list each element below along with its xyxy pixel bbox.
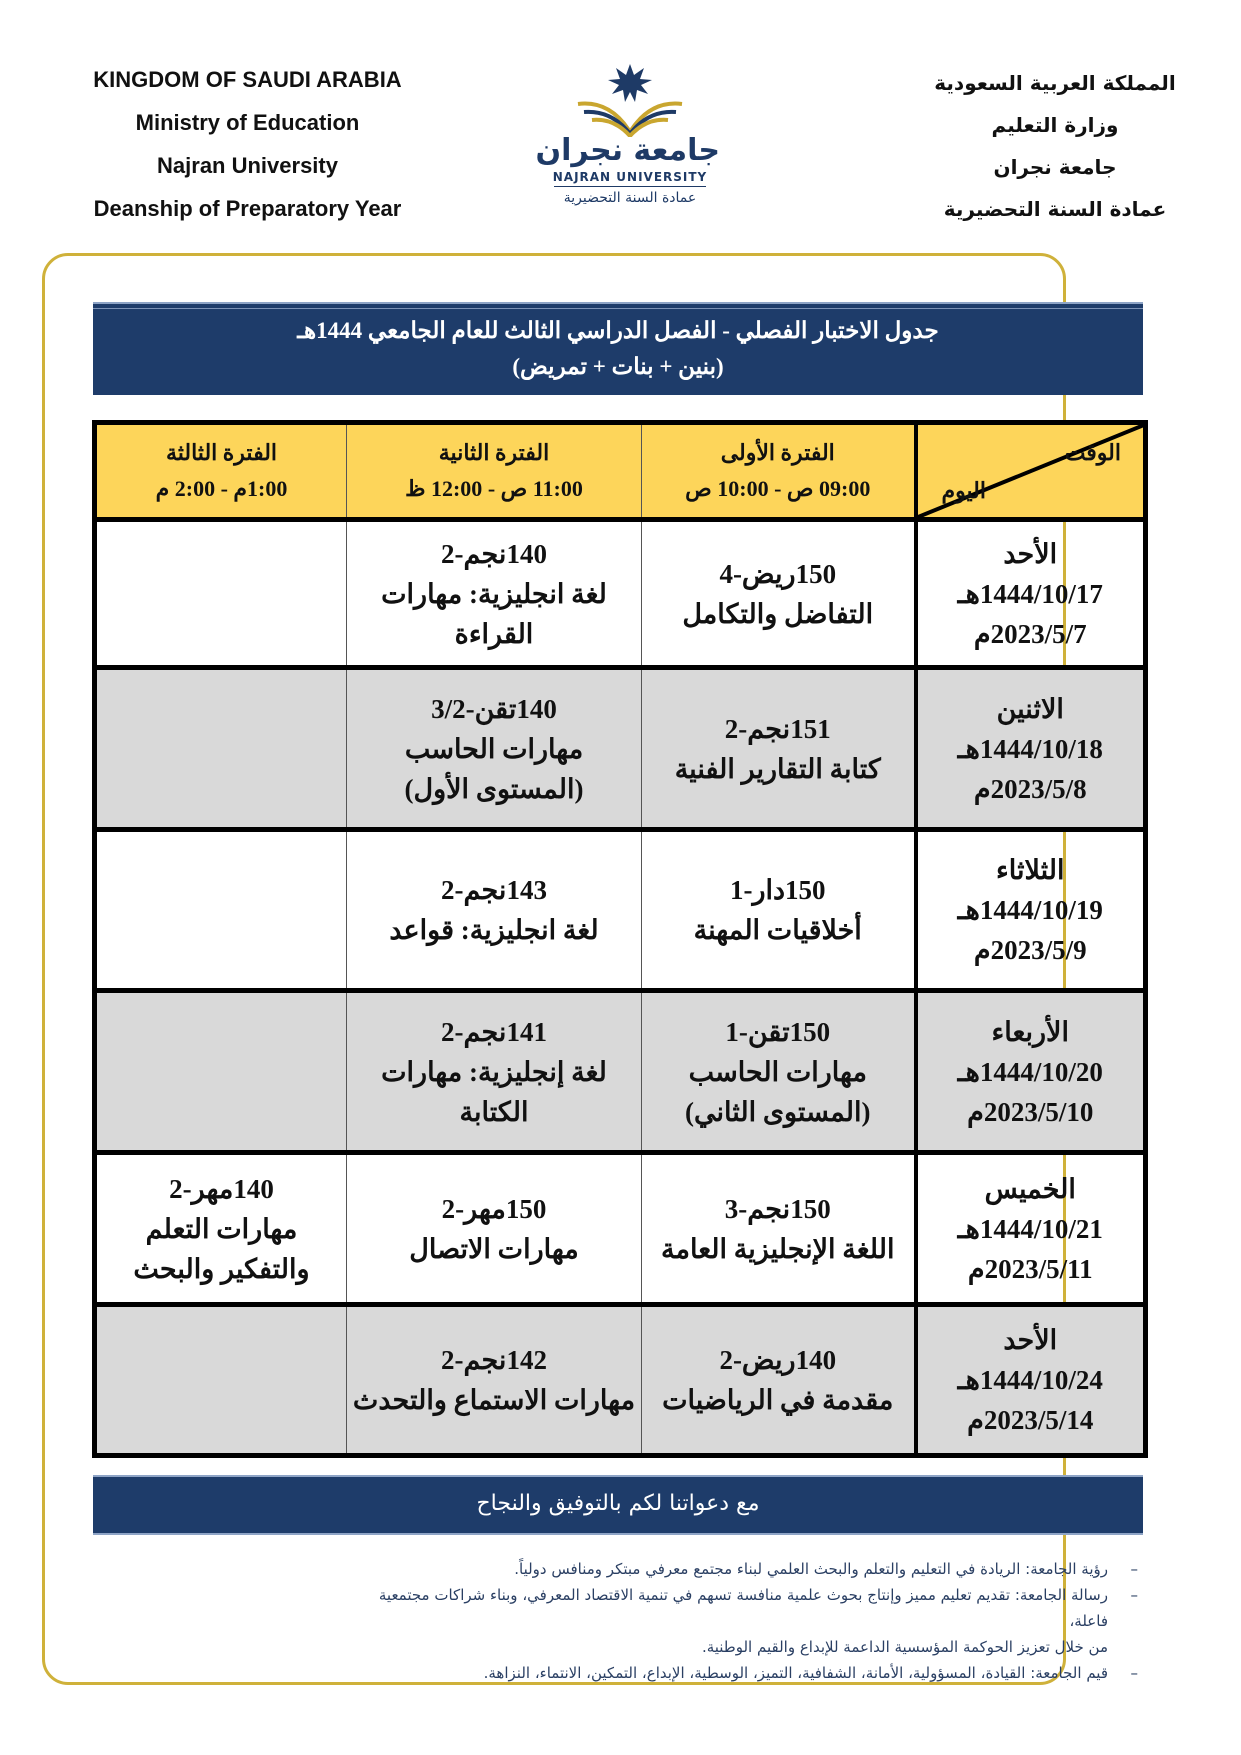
period-2-cell bbox=[347, 668, 642, 830]
logo-arabic-name: جامعة نجران bbox=[535, 133, 720, 168]
arabic-letterhead bbox=[905, 62, 1205, 230]
period-1-header bbox=[642, 423, 916, 520]
day-name: الأربعاء bbox=[991, 1016, 1069, 1047]
vision-statement bbox=[340, 1556, 1148, 1582]
schedule-subtitle: (بنين + بنات + تمريض) bbox=[512, 354, 724, 379]
course-code: 141نجم-2 bbox=[441, 1016, 547, 1047]
day-cell bbox=[916, 1153, 1146, 1305]
schedule-title: جدول الاختبار الفصلي - الفصل الدراسي الثالث للعام الجامعي 1444هـ bbox=[297, 318, 939, 343]
period-3-name: الفترة الثالثة bbox=[165, 440, 278, 465]
table-row bbox=[95, 830, 1146, 991]
day-label: اليوم bbox=[941, 478, 986, 503]
course-code: 140ريض-2 bbox=[719, 1345, 837, 1375]
period-1-cell bbox=[642, 830, 916, 991]
course-code: 150ريض-4 bbox=[719, 558, 837, 589]
gregorian-date: 2023/5/10م bbox=[967, 1096, 1094, 1127]
table-row bbox=[95, 1153, 1146, 1305]
period-2-cell bbox=[347, 1305, 642, 1456]
period-1-time: 09:00 ص - 10:00 ص bbox=[685, 476, 871, 501]
dash-bullet-icon: – bbox=[1130, 1560, 1138, 1578]
period-2-cell bbox=[347, 830, 642, 991]
course-code: 142نجم-2 bbox=[441, 1345, 547, 1375]
course-code: 143نجم-2 bbox=[441, 875, 547, 905]
period-2-cell bbox=[347, 1153, 642, 1305]
gregorian-date: 2023/5/11م bbox=[967, 1253, 1093, 1284]
values-text: قيم الجامعة: القيادة، المسؤولية، الأمانة، الشفافية، التميز، الوسطية، الإبداع، التمكين، الانتماء، النزاهة. bbox=[483, 1664, 1108, 1682]
period-3-cell bbox=[95, 668, 347, 830]
period-2-name: الفترة الثانية bbox=[438, 440, 550, 465]
period-2-cell bbox=[347, 991, 642, 1153]
day-name: الأحد bbox=[1003, 538, 1058, 569]
course-name: مهارات الاستماع والتحدث bbox=[352, 1385, 636, 1415]
table-row bbox=[95, 520, 1146, 668]
day-cell bbox=[916, 1305, 1146, 1456]
corner-header-cell bbox=[916, 423, 1146, 520]
logo-star-icon bbox=[608, 64, 652, 102]
english-line-university: Najran University bbox=[157, 153, 338, 178]
course-name: لغة انجليزية: مهارات القراءة bbox=[381, 578, 607, 649]
period-1-cell bbox=[642, 1305, 916, 1456]
course-code: 150دار-1 bbox=[729, 875, 826, 905]
period-2-header bbox=[347, 423, 642, 520]
hijri-date: 1444/10/24هـ bbox=[957, 1365, 1103, 1395]
period-1-cell bbox=[642, 991, 916, 1153]
course-name: أخلاقيات المهنة bbox=[693, 915, 862, 945]
table-row bbox=[95, 991, 1146, 1153]
mission-continuation: من خلال تعزيز الحوكمة المؤسسية الداعمة للإبداع والقيم الوطنية. bbox=[701, 1638, 1108, 1656]
wish-band bbox=[93, 1475, 1143, 1535]
table-row bbox=[95, 668, 1146, 830]
course-code: 150نجم-3 bbox=[724, 1193, 831, 1224]
hijri-date: 1444/10/20هـ bbox=[957, 1056, 1103, 1087]
course-name: لغة انجليزية: قواعد bbox=[389, 915, 599, 945]
day-cell bbox=[916, 668, 1146, 830]
period-3-cell bbox=[95, 1153, 347, 1305]
wish-text: مع دعواتنا لكم بالتوفيق والنجاح bbox=[476, 1491, 760, 1516]
dash-bullet-icon: – bbox=[1130, 1664, 1138, 1682]
course-code: 150تقن-1 bbox=[725, 1016, 831, 1047]
period-1-cell bbox=[642, 520, 916, 668]
english-letterhead bbox=[60, 58, 435, 230]
course-code: 140نجم-2 bbox=[441, 538, 547, 569]
course-name: كتابة التقارير الفنية bbox=[674, 753, 881, 784]
course-name: مهارات التعلم والتفكير والبحث bbox=[133, 1213, 310, 1284]
period-1-name: الفترة الأولى bbox=[720, 440, 835, 465]
arabic-line-kingdom: المملكة العربية السعودية bbox=[934, 71, 1176, 95]
english-line-ministry: Ministry of Education bbox=[135, 110, 360, 135]
period-3-header bbox=[95, 423, 347, 520]
course-name: مهارات الحاسب (المستوى الأول) bbox=[404, 733, 584, 804]
dash-bullet-icon: – bbox=[1130, 1586, 1138, 1604]
arabic-line-university: جامعة نجران bbox=[993, 155, 1117, 179]
hijri-date: 1444/10/21هـ bbox=[957, 1213, 1103, 1244]
period-3-time: 1:00م - 2:00 م bbox=[155, 476, 288, 501]
period-3-cell bbox=[95, 1305, 347, 1456]
course-name: مهارات الحاسب (المستوى الثاني) bbox=[684, 1056, 871, 1127]
arabic-line-deanship: عمادة السنة التحضيرية bbox=[943, 197, 1167, 221]
day-name: الخميس bbox=[984, 1173, 1076, 1204]
period-1-cell bbox=[642, 668, 916, 830]
day-cell bbox=[916, 830, 1146, 991]
course-name: التفاضل والتكامل bbox=[682, 598, 874, 629]
course-name: مهارات الاتصال bbox=[409, 1233, 579, 1264]
logo-divider bbox=[554, 186, 706, 187]
arabic-line-ministry: وزارة التعليم bbox=[991, 113, 1119, 137]
table-header-row bbox=[95, 423, 1146, 520]
hijri-date: 1444/10/18هـ bbox=[957, 733, 1103, 764]
course-code: 140مهر-2 bbox=[169, 1173, 274, 1204]
time-label: الوقت bbox=[1064, 440, 1121, 465]
period-3-cell bbox=[95, 830, 347, 991]
gregorian-date: 2023/5/14م bbox=[967, 1405, 1094, 1435]
english-line-deanship: Deanship of Preparatory Year bbox=[93, 196, 402, 221]
university-logo bbox=[535, 62, 720, 212]
logo-subtitle: عمادة السنة التحضيرية bbox=[563, 190, 697, 206]
day-name: الاثنين bbox=[996, 693, 1064, 724]
course-name: لغة إنجليزية: مهارات الكتابة bbox=[381, 1056, 607, 1127]
table-row bbox=[95, 1305, 1146, 1456]
period-3-cell bbox=[95, 991, 347, 1153]
period-3-cell bbox=[95, 520, 347, 668]
logo-emblem-icon bbox=[540, 62, 720, 137]
day-cell bbox=[916, 520, 1146, 668]
mission-statement bbox=[340, 1582, 1148, 1634]
course-name: اللغة الإنجليزية العامة bbox=[661, 1233, 895, 1264]
exam-schedule-table bbox=[92, 420, 1148, 1458]
mission-text: رسالة الجامعة: تقديم تعليم مميز وإنتاج بحوث علمية منافسة تسهم في تنمية الاقتصاد المعرفي، وبناء شراكات مجتمعية فاعلة، bbox=[378, 1586, 1108, 1630]
gregorian-date: 2023/5/8م bbox=[973, 773, 1087, 804]
gregorian-date: 2023/5/7م bbox=[973, 618, 1087, 649]
day-name: الثلاثاء bbox=[996, 855, 1065, 885]
period-1-cell bbox=[642, 1153, 916, 1305]
schedule-title-band bbox=[93, 302, 1143, 395]
english-line-kingdom: KINGDOM OF SAUDI ARABIA bbox=[93, 67, 402, 92]
period-2-time: 11:00 ص - 12:00 ظ bbox=[405, 476, 583, 501]
day-cell bbox=[916, 991, 1146, 1153]
logo-english-name: NAJRAN UNIVERSITY bbox=[552, 170, 708, 184]
course-name: مقدمة في الرياضيات bbox=[662, 1385, 894, 1415]
hijri-date: 1444/10/17هـ bbox=[957, 578, 1103, 609]
course-code: 150مهر-2 bbox=[441, 1193, 547, 1224]
gregorian-date: 2023/5/9م bbox=[973, 935, 1087, 965]
course-code: 151نجم-2 bbox=[724, 713, 831, 744]
values-statement bbox=[340, 1660, 1148, 1686]
university-statements bbox=[340, 1556, 1148, 1686]
period-2-cell bbox=[347, 520, 642, 668]
course-code: 140تقن-3/2 bbox=[431, 693, 557, 724]
day-name: الأحد bbox=[1003, 1325, 1058, 1355]
hijri-date: 1444/10/19هـ bbox=[957, 895, 1103, 925]
vision-text: رؤية الجامعة: الريادة في التعليم والتعلم والبحث العلمي لبناء مجتمع معرفي مبتكر ومنافس دولياً. bbox=[514, 1560, 1108, 1578]
